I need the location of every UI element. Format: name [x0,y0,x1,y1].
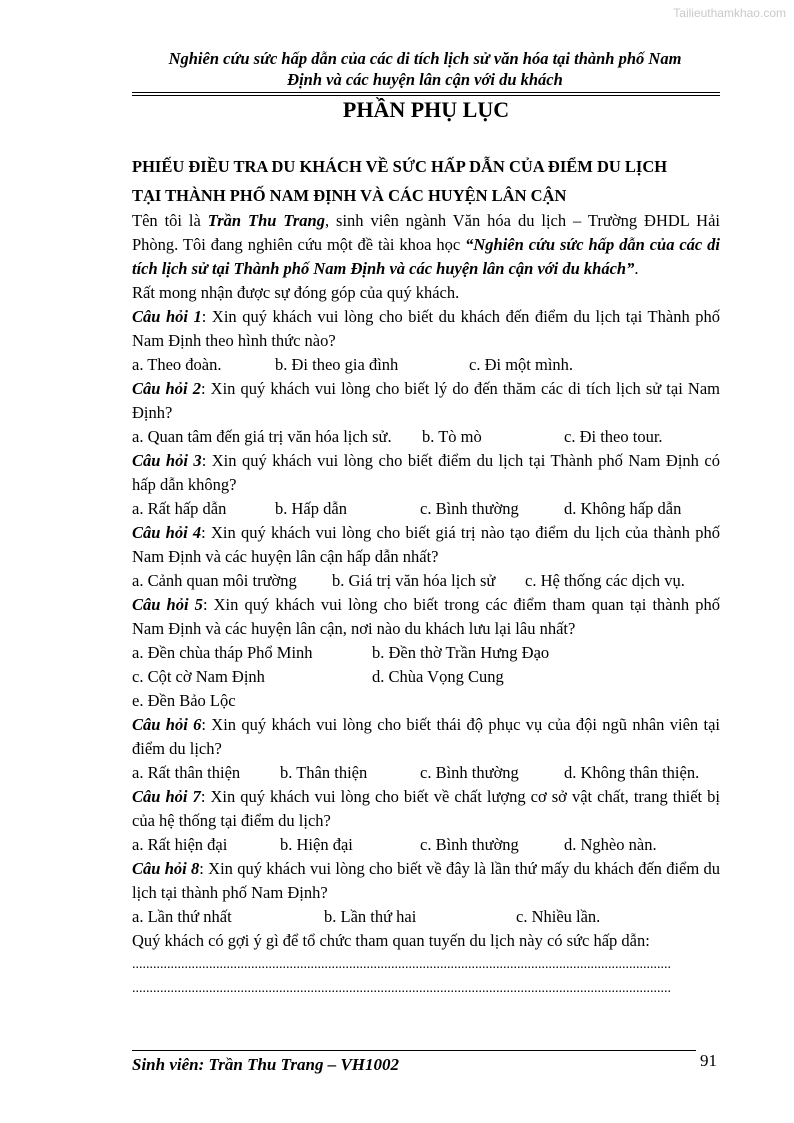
section-title: PHẦN PHỤ LỤC [342,97,510,122]
answer-line[interactable]: .......................................................................................................................................................... [132,981,671,996]
answer-option[interactable]: a. Lần thứ nhất [132,907,232,926]
running-header-line2: Định và các huyện lân cận với du khách [287,70,563,89]
answer-option[interactable]: b. Giá trị văn hóa lịch sử [332,571,496,590]
answer-line[interactable]: .......................................................................................................................................................... [132,957,671,972]
answer-option[interactable]: a. Cảnh quan môi trường [132,571,297,590]
question [132,593,720,641]
answer-option[interactable]: d. Không hấp dẫn [564,499,682,518]
answer-option[interactable]: c. Đi một mình. [469,355,574,374]
answer-options-row [132,353,720,377]
survey-body [132,209,720,1001]
answer-option[interactable]: c. Bình thường [420,835,519,854]
answer-options-row [132,761,720,785]
intro-paragraph [132,209,720,281]
answer-option[interactable]: b. Hiện đại [280,835,353,854]
answer-option[interactable]: b. Đền thờ Trần Hưng Đạo [372,643,550,662]
answer-option[interactable]: b. Thân thiện [280,763,368,782]
answer-options-row [132,689,720,713]
answer-option[interactable]: c. Hệ thống các dịch vụ. [525,571,685,590]
answer-option[interactable]: d. Không thân thiện. [564,763,700,782]
answer-options-row [132,497,720,521]
answer-option[interactable]: b. Tò mò [422,427,482,446]
answer-option[interactable]: a. Rất thân thiện [132,763,241,782]
answer-option[interactable]: b. Lần thứ hai [324,907,417,926]
question [132,713,720,761]
question [132,785,720,833]
question-text: : Xin quý khách vui lòng cho biết thái độ phục vụ của đội ngũ nhân viên tại điểm du lịch? [132,715,720,758]
answer-option[interactable]: a. Quan tâm đến giá trị văn hóa lịch sử. [132,427,392,446]
answer-option[interactable]: c. Cột cờ Nam Định [132,667,265,686]
suggestion-prompt: Quý khách có gợi ý gì để tổ chức tham quan tuyến du lịch này có sức hấp dẫn: [132,931,650,950]
question [132,305,720,353]
question-label: Câu hỏi 2 [132,379,201,398]
survey-title-line2: TẠI THÀNH PHỐ NAM ĐỊNH VÀ CÁC HUYỆN LÂN CẬN [132,186,567,205]
question-label: Câu hỏi 6 [132,715,202,734]
running-header [110,48,740,90]
answer-options-row [132,569,720,593]
answer-option[interactable]: c. Nhiều lần. [516,907,601,926]
answer-option[interactable]: b. Đi theo gia đình [275,355,399,374]
answer-options-row [132,905,720,929]
question-text: : Xin quý khách vui lòng cho biết giá trị nào tạo điểm du lịch của thành phố Nam Định và các huyện lân cận hấp dẫn nhất? [132,523,720,566]
survey-title [132,152,732,210]
page-number: 91 [700,1051,717,1070]
question-label: Câu hỏi 3 [132,451,202,470]
question-text: : Xin quý khách vui lòng cho biết điểm du lịch tại Thành phố Nam Định có hấp dẫn không? [132,451,720,494]
answer-option[interactable]: d. Chùa Vọng Cung [372,667,504,686]
answer-option[interactable]: c. Bình thường [420,499,519,518]
answer-option[interactable]: a. Rất hiện đại [132,835,228,854]
question [132,377,720,425]
question-label: Câu hỏi 5 [132,595,203,614]
footer-divider [132,1050,696,1051]
question-label: Câu hỏi 1 [132,307,202,326]
answer-option[interactable]: e. Đền Bảo Lộc [132,691,236,710]
question-text: : Xin quý khách vui lòng cho biết về đây là lần thứ mấy du khách đến điểm du lịch tại thành phố Nam Định? [132,859,720,902]
intro-prefix: Tên tôi là [132,211,208,230]
answer-options-row [132,665,720,689]
question-text: : Xin quý khách vui lòng cho biết về chất lượng cơ sở vật chất, trang thiết bị của hệ thống tại điểm du lịch? [132,787,721,830]
answer-option[interactable]: c. Bình thường [420,763,519,782]
watermark: Tailieuthamkhao.com [673,6,786,20]
answer-option[interactable]: a. Rất hấp dẫn [132,499,227,518]
answer-option[interactable]: a. Theo đoàn. [132,355,222,374]
question [132,857,720,905]
answer-option[interactable]: c. Đi theo tour. [564,427,663,446]
question-label: Câu hỏi 7 [132,787,201,806]
answer-options-row [132,833,720,857]
question-label: Câu hỏi 4 [132,523,202,542]
answer-options-row [132,425,720,449]
footer-author: Sinh viên: Trần Thu Trang – VH1002 [132,1055,400,1074]
survey-title-line1: PHIẾU ĐIỀU TRA DU KHÁCH VỀ SỨC HẤP DẪN CỦA ĐIỂM DU LỊCH [132,157,668,176]
intro-middle: , sinh viên ngành Văn hóa du lịch – Trường ĐHDL Hải Phòng. Tôi đang nghiên cứu một đề tài khoa học [132,211,720,254]
question-list [132,305,720,929]
research-topic: “Nghiên cứu sức hấp dẫn của các di tích lịch sử tại Thành phố Nam Định và các huyện lân cận với du khách” [132,235,721,278]
question [132,449,720,497]
question-text: : Xin quý khách vui lòng cho biết trong các điểm tham quan tại thành phố Nam Định và các huyện lân cận, nơi nào du khách lưu lại lâu nhất? [132,595,720,638]
intro-closing: Rất mong nhận được sự đóng góp của quý khách. [132,283,460,302]
question [132,521,720,569]
running-header-line1: Nghiên cứu sức hấp dẫn của các di tích lịch sử văn hóa tại thành phố Nam [168,49,682,68]
author-name: Trần Thu Trang [207,211,325,230]
answer-options-row [132,641,720,665]
question-text: : Xin quý khách vui lòng cho biết lý do đến thăm các di tích lịch sử tại Nam Định? [132,379,720,422]
question-label: Câu hỏi 8 [132,859,200,878]
intro-suffix: . [634,259,639,278]
answer-option[interactable]: d. Nghèo nàn. [564,835,657,854]
answer-option[interactable]: b. Hấp dẫn [275,499,347,518]
question-text: : Xin quý khách vui lòng cho biết du khách đến điểm du lịch tại Thành phố Nam Định theo hình thức nào? [132,307,720,350]
answer-option[interactable]: a. Đền chùa tháp Phổ Minh [132,643,313,662]
